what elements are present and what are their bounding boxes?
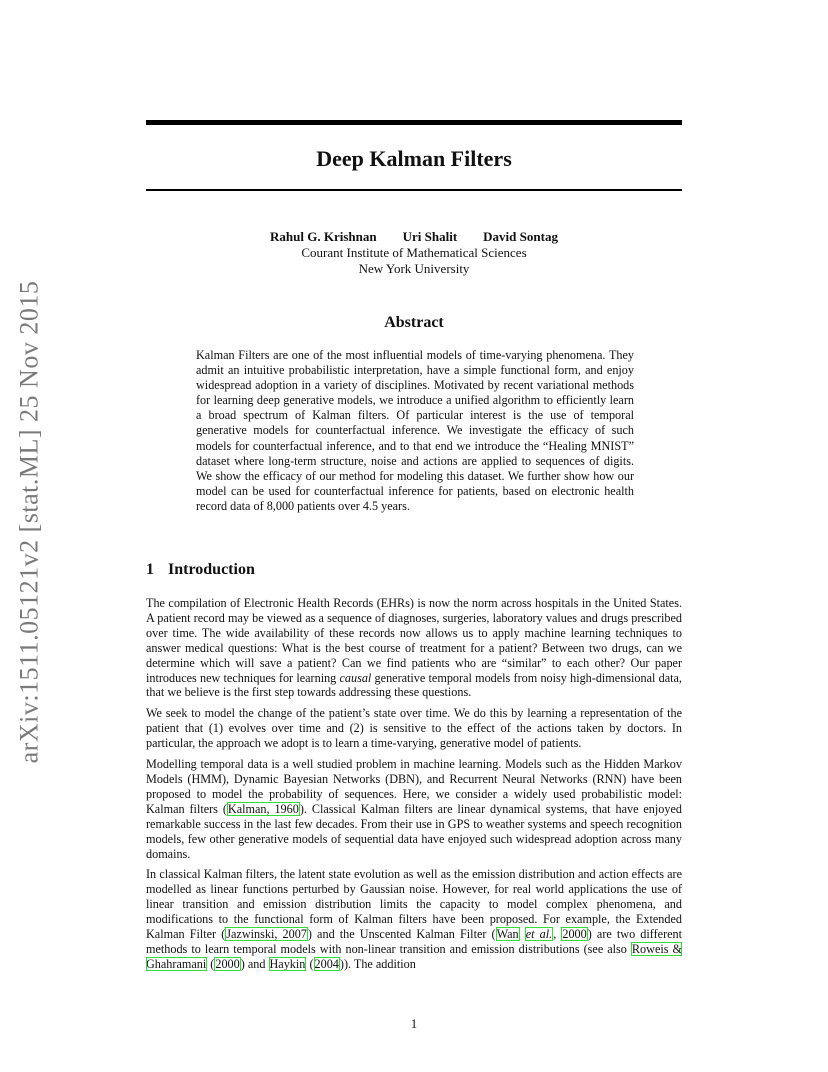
intro-paragraph-3 (146, 757, 682, 861)
author-block (146, 229, 682, 277)
text-run: ) and the Unscented Kalman Filter ( (307, 927, 496, 942)
section-number: 1 (146, 561, 154, 578)
citation-wan-et-al[interactable] (525, 927, 553, 941)
author-shalit: Uri Shalit (402, 229, 458, 244)
arxiv-stamp-text: arXiv:1511.05121v2 [stat.ML] 25 Nov 2015 (14, 280, 43, 764)
citation-haykin-2004[interactable]: 2004 (314, 956, 339, 971)
introduction-body (146, 596, 682, 978)
text-run: ). Classical Kalman filters are linear dynamical systems, that have enjoyed remarkable success in the last few decades. From their use in GPS to weather systems and speech recognition models, few other generative models of sequential data have enjoyed such widespread adoption across many domains. (146, 801, 682, 861)
title-rule-top (146, 120, 682, 125)
text-run: ) are two different methods to learn temporal models with non-linear transition and emission distributions (see also (146, 927, 683, 956)
citation-et-al-text: et al. (525, 927, 553, 942)
emphasis-causal: causal (339, 670, 372, 685)
arxiv-identifier-stamp (9, 272, 49, 772)
intro-paragraph-2: We seek to model the change of the patient’s state over time. We do this by learning a representation of the patient that (1) evolves over time and (2) is sensitive to the effect of the actions taken by doctors. In particular, the approach we adopt is to learn a time-varying, generative model of patients. (146, 706, 682, 751)
text-run: ). The addition (343, 956, 416, 971)
university: New York University (358, 261, 470, 276)
abstract-heading: Abstract (384, 314, 444, 331)
section-title: Introduction (168, 561, 255, 578)
citation-wan-2000[interactable]: 2000 (562, 927, 587, 942)
abstract-text: Kalman Filters are one of the most influential models of time-varying phenomena. They admit an intuitive probabilistic interpretation, have a simple functional form, and enjoy widespread adoption in a variety of disciplines. Motivated by recent variational methods for learning deep generative models, we introduce a unified algorithm to efficiently learn a broad spectrum of Kalman filters. Of particular interest is the use of temporal generative models for counterfactual inference. We investigate the efficacy of such models for counterfactual inference, and to that end we introduce the “Healing MNIST” dataset where long-term structure, noise and actions are applied to sequences of digits. We show the efficacy of our method for modeling this dataset. We further show how our model can be used for counterfactual inference for patients, based on electronic health record data of 8,000 patients over 4.5 years. (196, 348, 634, 513)
text-run: In classical Kalman filters, the latent state evolution as well as the emission distribution and action effects are modelled as linear functions perturbed by Gaussian noise. However, for real world applications the use of linear transition and emission distribution limits the capacity to model complex phenomena, and modifications to the functional form of Kalman filters have been proposed. For example, the Extended Kalman Filter ( (146, 867, 682, 942)
intro-paragraph-1 (146, 596, 682, 700)
citation-wan[interactable]: Wan (496, 927, 519, 942)
author-sontag: David Sontag (483, 229, 558, 244)
author-krishnan: Rahul G. Krishnan (270, 229, 377, 244)
citation-roweis-2000[interactable]: 2000 (215, 956, 240, 971)
text-run: The compilation of Electronic Health Records (EHRs) is now the norm across hospitals in the United States. A patient record may be viewed as a sequence of diagnoses, surgeries, laboratory values and drugs prescribed over time. The wide availability of these records now allows us to apply machine learning techniques to answer medical questions: What is the best course of treatment for a patient? Between two drugs, can we determine which will save a patient? Can we find patients who are “similar” to each other? Our paper introduces new techniques for learning (146, 596, 682, 685)
text-run: and (244, 956, 269, 971)
citation-haykin[interactable]: Haykin (269, 956, 306, 971)
citation-kalman-1960[interactable]: Kalman, 1960 (227, 801, 299, 816)
paper-title: Deep Kalman Filters (316, 146, 512, 171)
page-number: 1 (410, 1017, 418, 1031)
text-run: Modelling temporal data is a well studied problem in machine learning. Models such as the Hidden Markov Models (HMM), Dynamic Bayesian Networks (DBN), and Recurrent Neural Networks (RNN) have been proposed to model the probability of sequences. Here, we consider a widely used probabilistic model: Kalman filters ( (146, 757, 682, 816)
text-run: generative temporal models from noisy high-dimensional data, that we believe is the first step towards addressing these questions. (146, 670, 682, 700)
citation-roweis-ghahramani[interactable]: Roweis & Ghahramani (146, 941, 682, 971)
title-rule-bottom (146, 189, 682, 191)
affiliation: Courant Institute of Mathematical Sciences (301, 245, 527, 260)
citation-jazwinski-2007[interactable]: Jazwinski, 2007 (226, 927, 307, 942)
intro-paragraph-4: In classical Kalman filters, the latent state evolution as well as the emission distribution and action effects are modelled as linear functions perturbed by Gaussian noise. However, for real world applications the use of linear transition and emission distribution limits the capacity to model complex phenomena, and modifications to the functional form of Kalman filters have been proposed. For example, the Extended Kalman Filter (Jazwinski, 2007) and the Unscented Kalman Filter (Wan et al., 2000) are two different methods to learn temporal models with non-linear transition and emission distributions (see also Roweis & Ghahramani (2000) and Haykin (2004)). The addition (146, 867, 683, 971)
author-names (146, 229, 682, 245)
section-heading (146, 560, 255, 580)
